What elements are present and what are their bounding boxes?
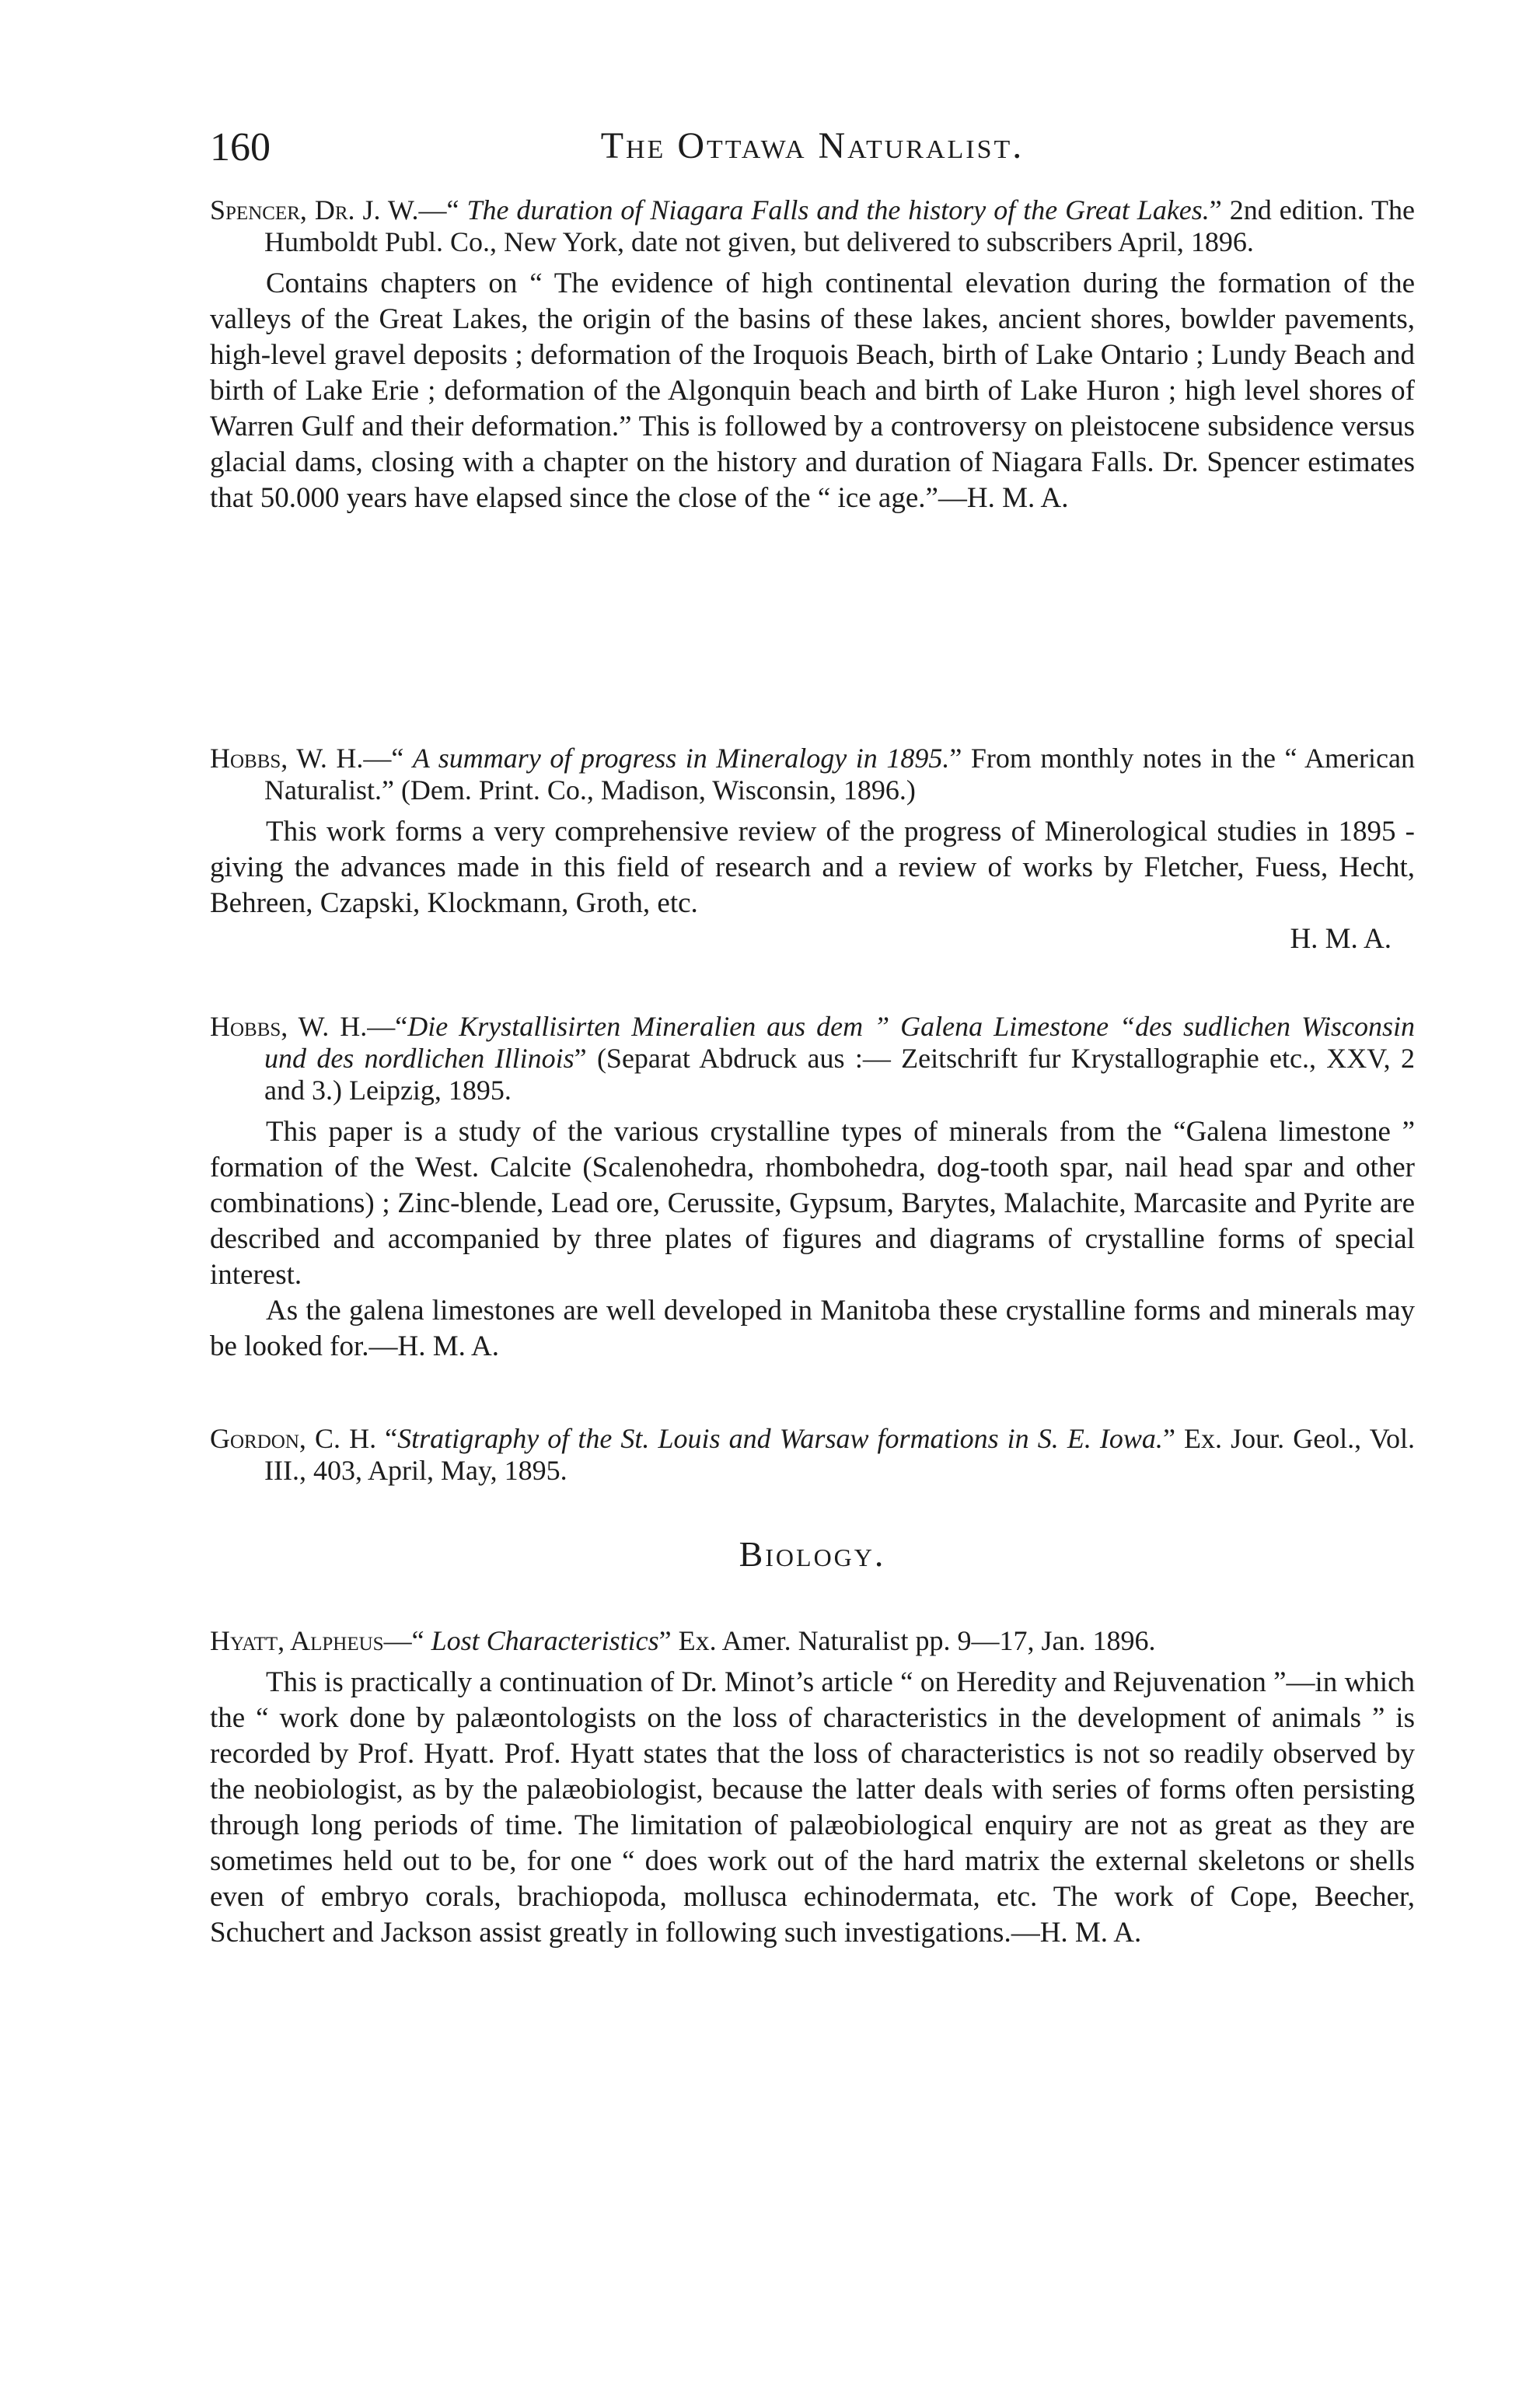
section-heading: Biology. — [739, 1534, 886, 1574]
citation-author: Hyatt, Alpheus — [210, 1625, 384, 1656]
citation: Spencer, Dr. J. W.—“ The duration of Niagara Falls and the history of the Great Lakes.” 2nd edition. The Humboldt Publ. Co., New York, date not given, but delivered to subscribers April, 1896. — [210, 194, 1415, 257]
review-entry-spencer — [210, 194, 1415, 516]
review-paragraph: This paper is a study of the various crystalline types of minerals from the “Galena limestone ” formation of the West. Calcite (Scalenohedra, rhombohedra, dog-tooth spar, nail head spar and other combinations) ; Zinc-blende, Lead ore, Cerussite, Gypsum, Barytes, Malachite, Marcasite and Pyrite are described and accompanied by three plates of figures and diagrams of crystalline forms of special interest. — [210, 1116, 1415, 1291]
citation-publication: From monthly notes in the “ American Naturalist.” (Dem. Print. Co., Madison, Wisconsin, 1896.) — [264, 743, 1415, 806]
review-paragraph: This is practically a continuation of Dr. Minot’s article “ on Heredity and Rejuvenation ”—in which the “ work done by palæontologists on the loss of characteristics in the development of animals ” is recorded by Prof. Hyatt. Prof. Hyatt states that the loss of characteristics is not so readily observed by the neobiologist, as by the palæobiologist, because the latter deals with series of forms often persisting through long periods of time. The limitation of palæobiological enquiry are not as great as they are sometimes held out to be, for one “ does work out of the hard matrix the external skeletons or shells even of embryo corals, brachiopoda, mollusca echinodermata, etc. The work of Cope, Beecher, Schuchert and Jackson assist greatly in following such investigations.—H. M. A. — [210, 1666, 1415, 1949]
citation-publication: Ex. Amer. Naturalist pp. 9—17, Jan. 1896. — [678, 1625, 1156, 1656]
citation-author: Hobbs, W. H. — [210, 1011, 368, 1042]
citation-title: Lost Characteristics — [431, 1625, 659, 1656]
review-paragraph: As the galena limestones are well developed in Manitoba these crystalline forms and minerals may be looked for.—H. M. A. — [210, 1295, 1415, 1362]
page-header — [210, 124, 1415, 171]
citation-title: A summary of progress in Mineralogy in 1895. — [412, 743, 950, 774]
citation-title: The duration of Niagara Falls and the history of the Great Lakes. — [466, 194, 1210, 225]
review-entry-gordon — [210, 1423, 1415, 1487]
review-paragraph: Contains chapters on “ The evidence of high continental elevation during the formation of the valleys of the Great Lakes, the origin of the basins of these lakes, ancient shores, bowlder pavements, high-level gravel deposits ; deformation of the Iroquois Beach, birth of Lake Ontario ; Lundy Beach and birth of Lake Erie ; deformation of the Algonquin beach and birth of Lake Huron ; high level shores of Warren Gulf and their deformation.” This is followed by a controversy on pleistocene subsidence versus glacial dams, closing with a chapter on the history and duration of Niagara Falls. Dr. Spencer estimates that 50.000 years have elapsed since the close of the “ ice age.”—H. M. A. — [210, 267, 1415, 514]
review-signature: H. M. A. — [1290, 923, 1392, 955]
review-paragraph: This work forms a very comprehensive review of the progress of Minerological studies in 1895 -giving the advances made in this field of research and a review of works by Fletcher, Fuess, Hecht, Behreen, Czapski, Klockmann, Groth, etc. — [210, 816, 1415, 919]
review-entry-hobbs-summary — [210, 743, 1415, 957]
citation: Gordon, C. H. “Stratigraphy of the St. Louis and Warsaw formations in S. E. Iowa.” Ex. Jour. Geol., Vol. III., 403, April, May, 1895. — [210, 1423, 1415, 1486]
citation-author: Hobbs, W. H. — [210, 743, 364, 774]
citation-title: Die Krystallisirten Mineralien aus dem ” Galena Limestone “des sudlichen Wisconsin und des nordlichen Illinois — [264, 1011, 1416, 1074]
citation-author: Gordon, C. H. — [210, 1423, 377, 1454]
running-title: The Ottawa Naturalist. — [600, 125, 1025, 166]
review-entry-hyatt — [210, 1625, 1415, 1951]
citation-publication: Ex. Jour. Geol., Vol. III., 403, April, May, 1895. — [264, 1423, 1415, 1486]
citation-publication: (Separat Abdruck aus :— Zeitschrift fur Krystallographie etc., XXV, 2 and 3.) Leipzig, 1895. — [264, 1043, 1415, 1106]
citation-publication: 2nd edition. The Humboldt Publ. Co., New York, date not given, but delivered to subscribers April, 1896. — [264, 194, 1415, 257]
citation-author: Spencer, Dr. J. W. — [210, 194, 419, 225]
review-entry-hobbs-krystallisirten — [210, 1011, 1415, 1365]
citation: Hobbs, W. H.—“Die Krystallisirten Mineralien aus dem ” Galena Limestone “des sudlichen Wisconsin und des nordlichen Illinois” (Separat Abdruck aus :— Zeitschrift fur Krystallographie etc., XXV, 2 and 3.) Leipzig, 1895. — [210, 1011, 1416, 1106]
citation: Hyatt, Alpheus—“ Lost Characteristics” Ex. Amer. Naturalist pp. 9—17, Jan. 1896. — [210, 1625, 1156, 1656]
citation: Hobbs, W. H.—“ A summary of progress in Mineralogy in 1895.” From monthly notes in the “ American Naturalist.” (Dem. Print. Co., Madison, Wisconsin, 1896.) — [210, 743, 1415, 806]
citation-title: Stratigraphy of the St. Louis and Warsaw formations in S. E. Iowa. — [397, 1423, 1163, 1454]
page-number: 160 — [210, 125, 271, 170]
